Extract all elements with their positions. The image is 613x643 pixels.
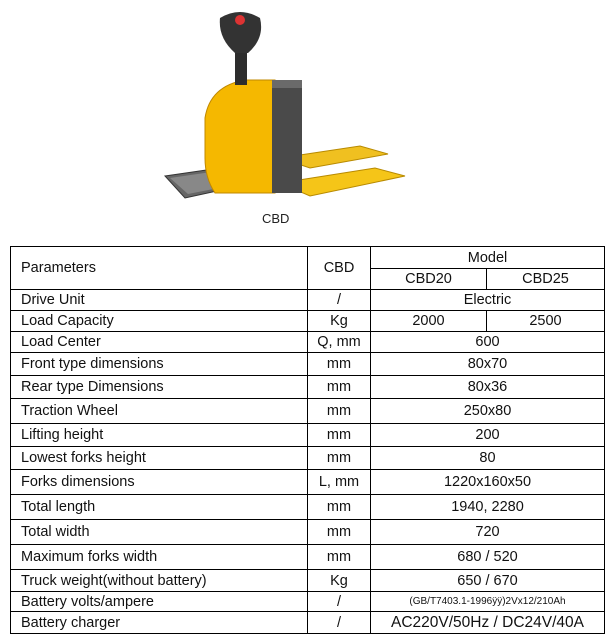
table-row: [11, 447, 605, 470]
table-row: [11, 570, 605, 592]
spec-table: [10, 246, 605, 634]
param-unit: mm: [308, 520, 371, 545]
param-name: Battery charger: [11, 612, 308, 634]
param-name: Load Capacity: [11, 311, 308, 332]
param-value: 80x36: [371, 376, 605, 399]
image-caption: CBD: [262, 211, 290, 226]
param-unit: mm: [308, 376, 371, 399]
param-value-cbd25: 2500: [487, 311, 605, 332]
param-value: 1940, 2280: [371, 495, 605, 520]
table-row: [11, 424, 605, 447]
param-unit: mm: [308, 353, 371, 376]
param-value: Electric: [371, 290, 605, 311]
param-unit: mm: [308, 545, 371, 570]
header-unit: CBD: [308, 247, 371, 290]
table-row: [11, 332, 605, 353]
param-value: 200: [371, 424, 605, 447]
param-value-cbd20: 2000: [371, 311, 487, 332]
param-name: Rear type Dimensions: [11, 376, 308, 399]
param-unit: mm: [308, 399, 371, 424]
table-row: [11, 399, 605, 424]
param-value: 680 / 520: [371, 545, 605, 570]
param-unit: /: [308, 592, 371, 612]
param-unit: Kg: [308, 570, 371, 592]
param-value: AC220V/50Hz / DC24V/40A: [371, 612, 605, 634]
param-name: Front type dimensions: [11, 353, 308, 376]
header-row: [11, 247, 605, 269]
param-name: Lifting height: [11, 424, 308, 447]
param-value: 600: [371, 332, 605, 353]
header-parameters: Parameters: [11, 247, 308, 290]
param-name: Forks dimensions: [11, 470, 308, 495]
table-row: [11, 592, 605, 612]
param-unit: mm: [308, 495, 371, 520]
table-row: [11, 495, 605, 520]
param-value: 250x80: [371, 399, 605, 424]
table-row: [11, 520, 605, 545]
param-value: (GB/T7403.1-1996ÿÿ)2Vx12/210Ah: [371, 592, 605, 612]
param-name: Lowest forks height: [11, 447, 308, 470]
header-model-cbd20: CBD20: [371, 269, 487, 290]
param-unit: /: [308, 290, 371, 311]
param-name: Maximum forks width: [11, 545, 308, 570]
param-value: 80x70: [371, 353, 605, 376]
param-name: Truck weight(without battery): [11, 570, 308, 592]
param-unit: mm: [308, 424, 371, 447]
param-unit: Q, mm: [308, 332, 371, 353]
param-name: Total width: [11, 520, 308, 545]
param-name: Traction Wheel: [11, 399, 308, 424]
pallet-truck-image: [160, 8, 410, 203]
param-unit: mm: [308, 447, 371, 470]
table-row: [11, 612, 605, 634]
param-value: 1220x160x50: [371, 470, 605, 495]
param-value: 650 / 670: [371, 570, 605, 592]
table-row: [11, 311, 605, 332]
param-value: 80: [371, 447, 605, 470]
table-row: [11, 376, 605, 399]
table-row: [11, 545, 605, 570]
table-row: [11, 470, 605, 495]
param-unit: /: [308, 612, 371, 634]
param-value: 720: [371, 520, 605, 545]
param-unit: Kg: [308, 311, 371, 332]
param-unit: L, mm: [308, 470, 371, 495]
header-model-cbd25: CBD25: [487, 269, 605, 290]
header-model: Model: [371, 247, 605, 269]
param-name: Battery volts/ampere: [11, 592, 308, 612]
table-row: [11, 353, 605, 376]
param-name: Load Center: [11, 332, 308, 353]
table-row: [11, 290, 605, 311]
param-name: Drive Unit: [11, 290, 308, 311]
param-name: Total length: [11, 495, 308, 520]
